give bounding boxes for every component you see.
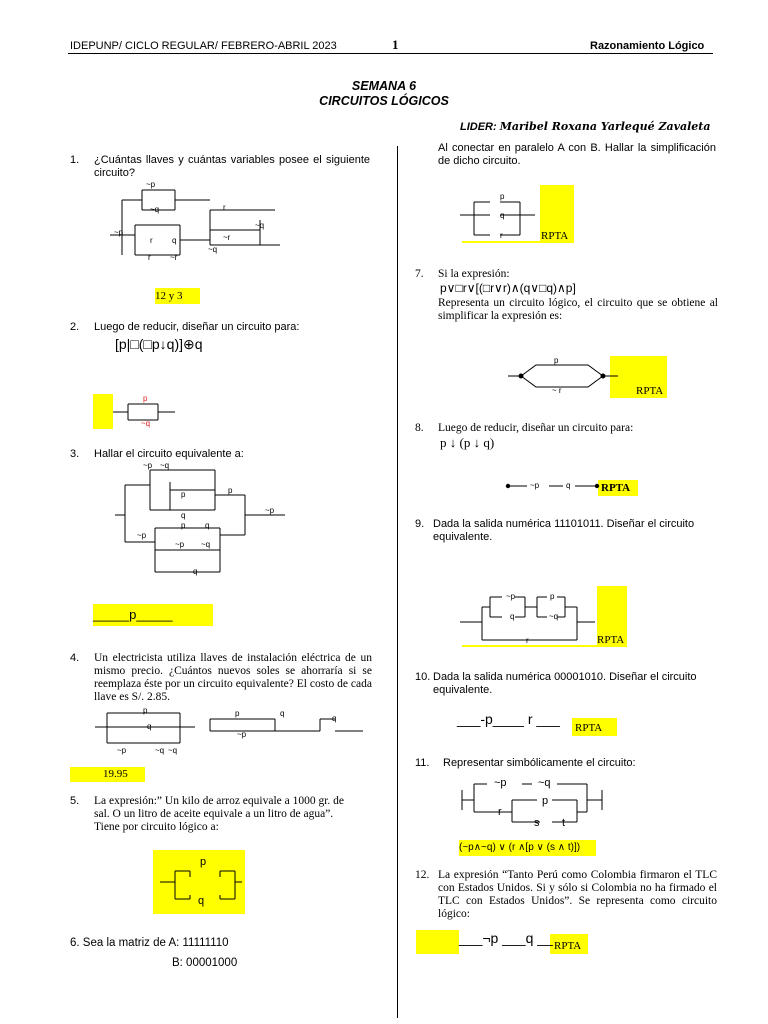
q3-label-3: q — [181, 511, 186, 520]
q4-label-0: p — [143, 706, 148, 715]
q9-label-2: q — [510, 612, 515, 621]
q4-label-7: ~p — [237, 730, 247, 739]
q11-circuit — [462, 772, 612, 832]
q1-label-7: ~r — [223, 233, 231, 242]
q7-rpta: RPTA — [636, 385, 664, 397]
q7-intro: Si la expresión: — [438, 268, 510, 280]
q4-label-6: q — [280, 709, 285, 718]
q10-number: 10. — [415, 671, 431, 683]
q7-number: 7. — [415, 268, 424, 280]
q3-label-10: ~q — [201, 540, 211, 549]
q10-text: Dada la salida numérica 00001010. Diseñar el circuito equivalente. — [433, 671, 697, 696]
q11-label-1: ~q — [538, 777, 551, 789]
q1-label-3: ~q — [255, 221, 265, 230]
q3-circuit — [115, 460, 295, 580]
q4-label-5: p — [235, 709, 240, 718]
week-title: SEMANA 6 — [351, 79, 417, 93]
q11-label-3: p — [542, 795, 549, 807]
q3-label-11: q — [193, 567, 198, 576]
q12-text: La expresión “Tanto Perú como Colombia firmaron el TLC con Estados Unidos. Si y sólo si Colombia no ha firmado el TLC con Estados Unidos”. Se representa como circuito lógico: — [438, 869, 717, 920]
q5-line-2: sal. O un litro de aceite equivale a un litro de agua”. — [94, 808, 334, 820]
q4-label-8: q — [332, 714, 337, 723]
q3-number: 3. — [70, 448, 80, 460]
q2-label-0: p — [143, 394, 148, 403]
q5-label-0: p — [200, 856, 207, 868]
q3-label-9: ~p — [175, 540, 185, 549]
q2-text: Luego de reducir, diseñar un circuito para: — [94, 321, 300, 333]
q2-circuit — [113, 392, 183, 432]
q11-label-4: s — [534, 817, 540, 829]
q5-line-1: La expresión:” Un kilo de arroz equivale a 1000 gr. de — [94, 795, 345, 807]
q5-number: 5. — [70, 795, 80, 807]
q5-label-1: q — [198, 895, 205, 907]
q3-label-4: p — [228, 486, 233, 495]
q5-lines — [94, 795, 374, 834]
q1-label-9: ~r — [170, 253, 178, 262]
q6cont-label-0: p — [500, 192, 505, 201]
q1-text: ¿Cuántas llaves y cuántas variables posee el siguiente circuito? — [94, 154, 370, 179]
q1-label-0: ~p — [146, 180, 156, 189]
q11-number: 11. — [415, 757, 430, 769]
header-rule — [68, 53, 713, 54]
q8-number: 8. — [415, 422, 424, 434]
q8-formula: p ↓ (p ↓ q) — [440, 435, 495, 450]
q8-circuit — [505, 478, 600, 494]
q9-circuit — [460, 585, 600, 645]
q2-label-1: ~q — [141, 419, 151, 428]
q1-label-2: r — [223, 203, 226, 212]
q6-continued — [438, 142, 716, 168]
q1-label-10: ~q — [208, 245, 218, 254]
q4-label-1: q — [147, 722, 152, 731]
q4-label-3: ~p — [117, 746, 127, 755]
q3-label-8: q — [205, 521, 210, 530]
q11-label-0: ~p — [494, 777, 507, 789]
q12-answer: ___¬p ___q __ — [459, 930, 553, 946]
page-number: 1 — [392, 37, 399, 52]
q7-label-0: p — [554, 356, 559, 365]
q11-label-5: t — [562, 817, 566, 829]
q4-number: 4. — [70, 652, 80, 664]
q6-number: 6. — [70, 937, 80, 949]
q8-text: Luego de reducir, diseñar un circuito para: — [438, 422, 634, 434]
q6-circuit — [460, 190, 540, 240]
q3-text: Hallar el circuito equivalente a: — [94, 448, 244, 460]
q7-text: Representa un circuito lógico, el circuito que se obtiene al simplificar la expresión es: — [438, 297, 718, 322]
q11-label-2: r — [498, 806, 502, 818]
column-divider — [397, 146, 398, 1018]
q9-label-3: ~q — [549, 612, 559, 621]
q7-label-1: ~ r — [552, 386, 562, 395]
q11-answer: (~p∧~q) ∨ (r ∧[p ∨ (s ∧ t)]) — [459, 840, 596, 856]
q1-label-6: q — [172, 236, 177, 245]
q5-circuit — [160, 855, 242, 910]
q4-answer-value: 19.95 — [103, 768, 128, 780]
q3-label-6: ~p — [137, 531, 147, 540]
q2-number: 2. — [70, 321, 80, 333]
q7-circuit — [508, 356, 618, 396]
q4-circuit — [95, 705, 375, 755]
q6-line-2: B: 00001000 — [172, 957, 238, 969]
q8-label-0: ~p — [530, 481, 540, 490]
q3-label-5: ~p — [265, 506, 275, 515]
leader-name: Maribel Roxana Yarlequé Zavaleta — [499, 120, 711, 133]
q5-line-3: Tiene por circuito lógico a: — [94, 821, 219, 833]
q6cont-label-2: r — [500, 231, 503, 240]
header-course: IDEPUNP/ CICLO REGULAR/ FEBRERO-ABRIL 2023 — [70, 40, 337, 52]
q3-label-1: ~q — [160, 461, 170, 470]
leader-line — [460, 120, 711, 133]
q9-label-0: ~p — [506, 592, 516, 601]
q1-label-1: ~q — [150, 205, 160, 214]
q6-rpta: RPTA — [541, 230, 569, 242]
q10-rpta: RPTA — [575, 722, 603, 734]
q12-number: 12. — [415, 869, 430, 881]
q9-label-4: r — [526, 636, 529, 645]
q9-text: Dada la salida numérica 11101011. Diseñar el circuito equivalente. — [433, 518, 695, 543]
q1-label-5: r — [150, 236, 153, 245]
q1-answer: 12 y 3 — [155, 288, 200, 304]
q4-label-2: ~q — [155, 746, 165, 755]
header-subject: Razonamiento Lógico — [590, 40, 705, 52]
q2-answer-box — [93, 394, 113, 429]
q1-circuit — [110, 180, 280, 270]
q9-number: 9. — [415, 518, 425, 530]
q3-label-2: p — [181, 490, 186, 499]
q6cont-label-1: q — [500, 211, 505, 220]
q10-answer: ___-p____ r ___ — [457, 711, 560, 727]
q4-label-4: ~q — [168, 746, 178, 755]
q2-formula: [p|□(□p↓q)]⊕q — [115, 336, 203, 352]
leader-label: LIDER: — [460, 121, 497, 133]
q12-rpta: RPTA — [554, 940, 582, 952]
q3-answer: _____p_____ — [93, 604, 213, 626]
q8-rpta: RPTA — [601, 482, 631, 494]
q4-answer — [70, 767, 145, 782]
q3-label-7: p — [181, 521, 186, 530]
q1-number: 1. — [70, 154, 80, 166]
q4-text: Un electricista utiliza llaves de instalación eléctrica de un mismo precio. ¿Cuántos nuevos soles se ahorraría si se reemplaza éste por un circuito equivalente? El costo de cada llave es S/. 2.85. — [94, 652, 372, 703]
q7-formula: p∨□r∨[(□r∨r)∧(q∨□q)∧p] — [440, 281, 576, 295]
q3-label-0: ~p — [143, 461, 153, 470]
q6-line-1: Sea la matriz de A: 11111110 — [82, 937, 229, 949]
question-6 — [70, 937, 229, 950]
q9-rpta: RPTA — [597, 634, 625, 646]
q8-label-1: q — [566, 481, 571, 490]
q1-label-4: ~p — [114, 228, 124, 237]
q9-label-1: p — [550, 592, 555, 601]
q11-text: Representar simbólicamente el circuito: — [443, 757, 636, 769]
topic-title: CIRCUITOS LÓGICOS — [319, 94, 449, 108]
q1-label-8: r — [148, 253, 151, 262]
q6cont-text: Al conectar en paralelo A con B. Hallar la simplificación de dicho circuito. — [438, 142, 716, 167]
q12-answer-box-left — [416, 930, 459, 954]
